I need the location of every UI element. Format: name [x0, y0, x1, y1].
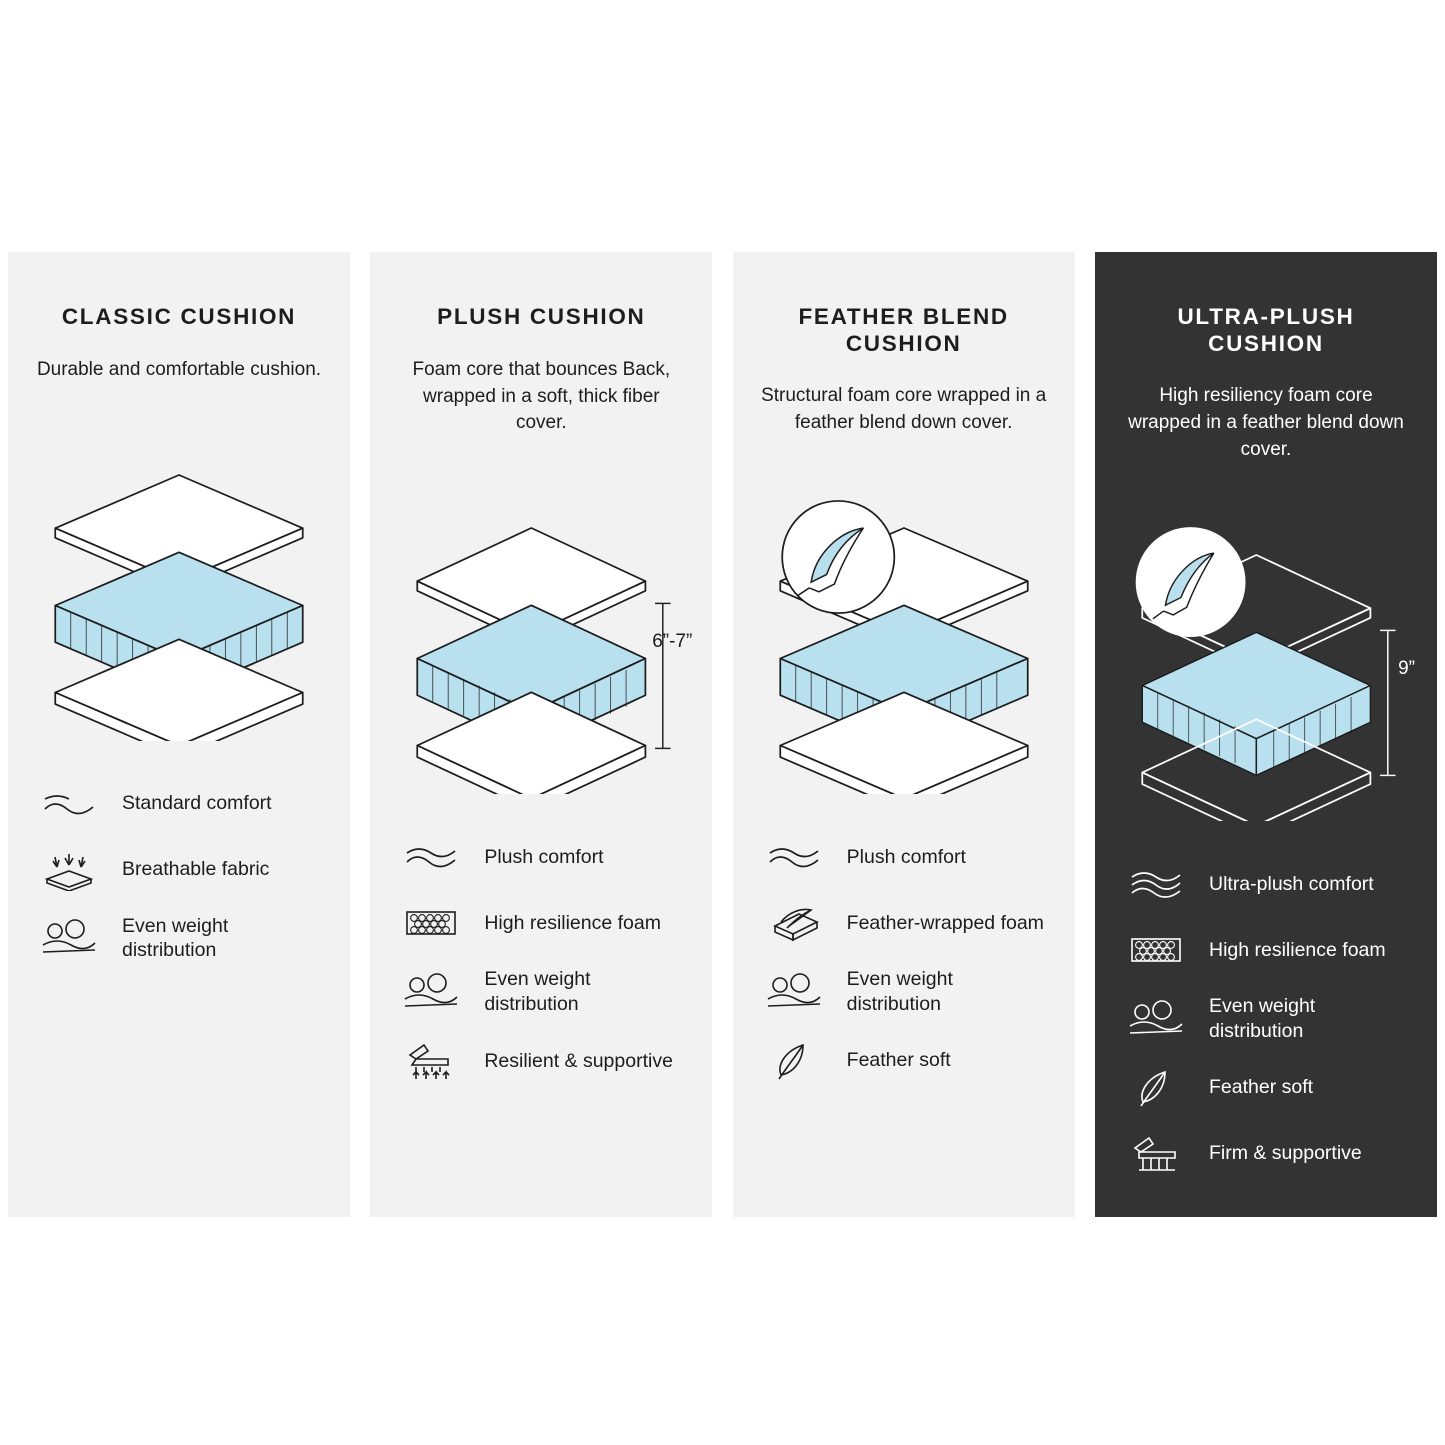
even-weight-icon — [1125, 997, 1187, 1041]
layer-stack-illustration — [34, 441, 324, 741]
card-description: Durable and comfortable cushion. — [36, 358, 322, 380]
feature-label: High resilience foam — [1208, 938, 1386, 961]
cushion-diagram-classic — [34, 426, 324, 756]
feather-wrapped-foam-icon — [763, 901, 825, 945]
dimension-label: 6”-7” — [652, 631, 693, 653]
feather-badge-icon — [782, 501, 894, 613]
honeycomb-foam-icon — [400, 901, 462, 945]
feather-icon — [1125, 1066, 1187, 1110]
card-title: FEATHER BLEND CUSHION — [798, 304, 1009, 356]
feature-label: Ultra-plush comfort — [1208, 872, 1374, 895]
feature-list — [1121, 862, 1411, 1176]
feature-item — [400, 835, 686, 879]
feature-item — [400, 1039, 686, 1083]
feature-label: Firm & supportive — [1208, 1142, 1362, 1165]
feature-label: Feather soft — [846, 1049, 951, 1072]
feature-label: Standard comfort — [122, 792, 272, 815]
feature-item — [38, 848, 324, 892]
even-weight-icon — [763, 970, 825, 1014]
wave-lines-icon — [1125, 862, 1187, 906]
feature-label: High resilience foam — [484, 911, 661, 934]
cushion-columns — [0, 252, 1445, 1217]
dimension-label: 9” — [1398, 658, 1415, 679]
card-description: High resiliency foam core wrapped in a feather blend down cover. — [1128, 385, 1404, 461]
breathable-fabric-icon — [38, 848, 100, 892]
wave-lines-icon — [38, 782, 100, 826]
feature-item — [763, 967, 1049, 1017]
feature-item — [1125, 1066, 1411, 1110]
cushion-diagram-feather-blend — [759, 479, 1049, 809]
feature-label: Resilient & supportive — [484, 1049, 673, 1072]
cushion-diagram-plush — [396, 479, 693, 809]
card-description: Structural foam core wrapped in a feather blend down cover. — [761, 385, 1047, 434]
cushion-diagram-ultra-plush — [1121, 506, 1415, 836]
feature-list — [34, 782, 324, 964]
feature-label: Even weight distribution — [1208, 995, 1316, 1042]
card-title: ULTRA-PLUSH CUSHION — [1177, 304, 1355, 356]
feather-icon — [763, 1039, 825, 1083]
card-title: CLASSIC CUSHION — [61, 304, 297, 329]
layer-stack-illustration — [396, 494, 686, 794]
feature-list — [396, 835, 686, 1083]
feature-item — [1125, 994, 1411, 1044]
cushion-card-ultra-plush[interactable] — [1095, 252, 1437, 1217]
cushion-card-feather-blend[interactable] — [733, 252, 1075, 1217]
feather-badge-icon — [1136, 528, 1244, 636]
card-title: PLUSH CUSHION — [437, 304, 646, 329]
feature-label: Plush comfort — [846, 845, 966, 868]
card-description: Foam core that bounces Back, wrapped in a soft, thick fiber cover. — [412, 358, 671, 434]
feature-label: Breathable fabric — [122, 858, 270, 881]
feature-item — [400, 901, 686, 945]
lounge-support-icon — [400, 1039, 462, 1083]
feature-label: Feather-wrapped foam — [846, 911, 1044, 934]
wave-lines-icon — [763, 835, 825, 879]
honeycomb-foam-icon — [1125, 928, 1187, 972]
feature-item — [400, 967, 686, 1017]
feature-item — [38, 782, 324, 826]
layer-stack-illustration — [759, 494, 1049, 794]
feature-label: Even weight distribution — [846, 968, 953, 1015]
feature-item — [763, 835, 1049, 879]
cushion-card-plush[interactable] — [370, 252, 712, 1217]
feature-label: Feather soft — [1208, 1076, 1314, 1099]
cushion-card-classic[interactable] — [8, 252, 350, 1217]
feature-item — [763, 1039, 1049, 1083]
feature-label: Plush comfort — [484, 845, 604, 868]
feature-item — [1125, 862, 1411, 906]
feature-item — [38, 914, 324, 964]
feature-item — [763, 901, 1049, 945]
feature-item — [1125, 1132, 1411, 1176]
feature-list — [759, 835, 1049, 1083]
feature-label: Even weight distribution — [122, 914, 229, 962]
wave-lines-icon — [400, 835, 462, 879]
even-weight-icon — [38, 916, 100, 960]
even-weight-icon — [400, 970, 462, 1014]
firm-support-icon — [1125, 1132, 1187, 1176]
feature-label: Even weight distribution — [484, 968, 591, 1016]
feature-item — [1125, 928, 1411, 972]
layer-stack-illustration — [1121, 521, 1411, 821]
